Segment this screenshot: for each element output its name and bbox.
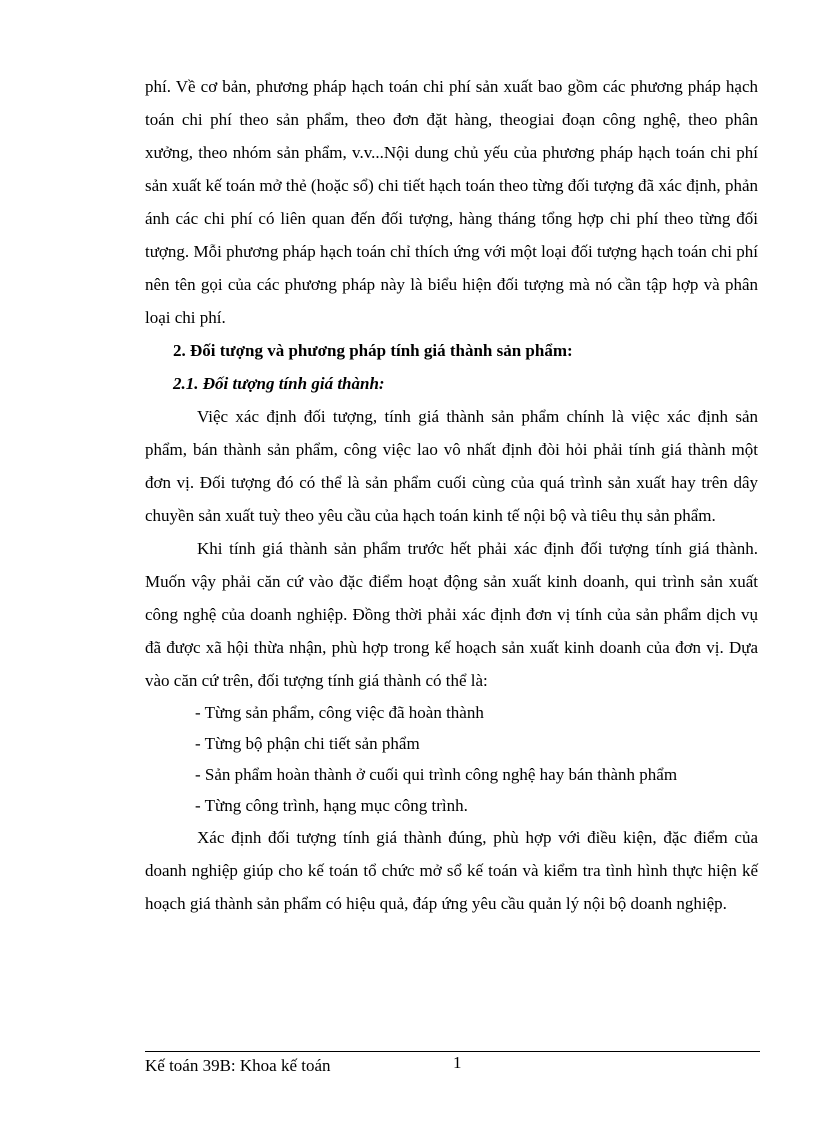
- section-heading-2: 2. Đối tượng và phương pháp tính giá thành sản phẩm:: [173, 341, 573, 360]
- paragraph-2: Việc xác định đối tượng, tính giá thành sản phẩm chính là việc xác định sản phẩm, bán thành sản phẩm, công việc lao vô nhất định đòi hỏi phải tính giá thành một đơn vị. Đối tượng đó có thể là sản phẩm cuối cùng của quá trình sản xuất hay trên dây chuyền sản xuất tuỳ theo yêu cầu của hạch toán kinh tế nội bộ và tiêu thụ sản phẩm.: [145, 407, 758, 525]
- list-item: - Sản phẩm hoàn thành ở cuối qui trình công nghệ hay bán thành phẩm: [195, 765, 678, 784]
- paragraph-3: Khi tính giá thành sản phẩm trước hết phải xác định đối tượng tính giá thành. Muốn vậy phải căn cứ vào đặc điểm hoạt động sản xuất kinh doanh, qui trình sản xuất công nghệ của doanh nghiệp. Đồng thời phải xác định đơn vị tính của sản phẩm dịch vụ đã được xã hội thừa nhận, phù hợp trong kế hoạch sản xuất kinh doanh của đơn vị. Dựa vào căn cứ trên, đối tượng tính giá thành có thể là:: [145, 539, 758, 690]
- footer-text: Kế toán 39B: Khoa kế toán: [145, 1056, 331, 1075]
- paragraph-1: phí. Về cơ bản, phương pháp hạch toán chi phí sản xuất bao gồm các phương pháp hạch toán chi phí theo sản phẩm, theo đơn đặt hàng, theogiai đoạn công nghệ, theo phân xưởng, theo nhóm sản phẩm, v.v...Nội dung chủ yếu của phương pháp hạch toán chi phí sản xuất kế toán mở thẻ (hoặc sổ) chi tiết hạch toán theo từng đối tượng đã xác định, phản ánh các chi phí có liên quan đến đối tượng, hàng tháng tổng hợp chi phí theo từng đối tượng. Mỗi phương pháp hạch toán chỉ thích ứng với một loại đối tượng hạch toán chi phí nên tên gọi của các phương pháp này là biểu hiện đối tượng mà nó cần tập hợp và phân loại chi phí.: [145, 77, 758, 327]
- paragraph-4: Xác định đối tượng tính giá thành đúng, phù hợp với điều kiện, đặc điểm của doanh nghiệp giúp cho kế toán tổ chức mở sổ kế toán và kiểm tra tình hình thực hiện kế hoạch giá thành sản phẩm có hiệu quả, đáp ứng yêu cầu quản lý nội bộ doanh nghiệp.: [145, 828, 758, 913]
- list-item: - Từng công trình, hạng mục công trình.: [195, 796, 468, 815]
- page-number: 1: [453, 1053, 462, 1072]
- list-item: - Từng sản phẩm, công việc đã hoàn thành: [195, 703, 484, 722]
- bullet-list: [145, 697, 758, 821]
- page-body: [145, 70, 758, 920]
- list-item: - Từng bộ phận chi tiết sản phẩm: [195, 734, 420, 753]
- subsection-heading-2-1: 2.1. Đối tượng tính giá thành:: [173, 374, 385, 393]
